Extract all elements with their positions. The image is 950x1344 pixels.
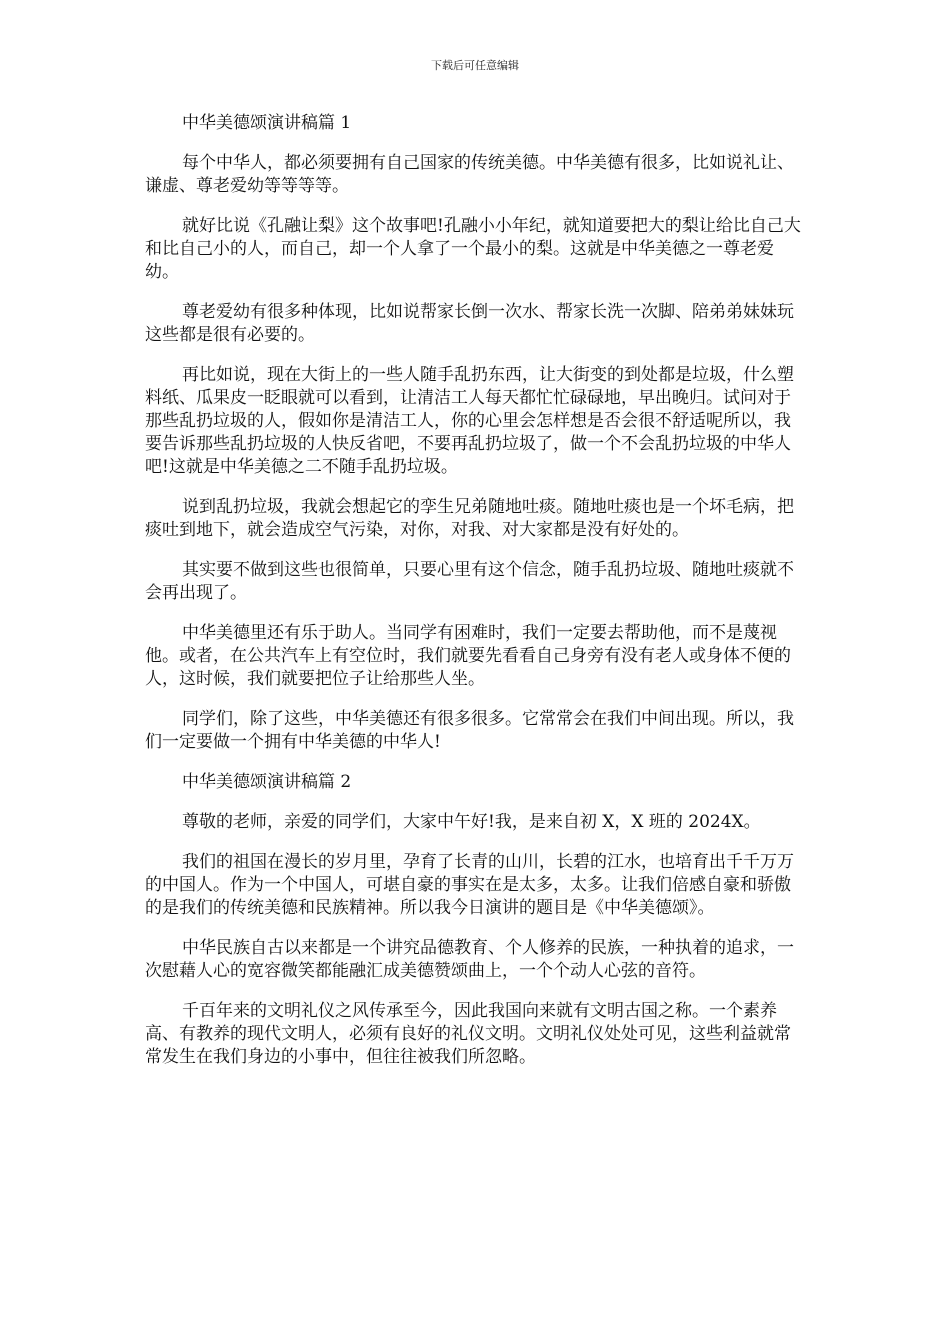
paragraph: 千百年来的文明礼仪之风传承至今，因此我国向来就有文明古国之称。一个素养高、有教养的现代文明人，必须有良好的礼仪文明。文明礼仪处处可见，这些利益就常常发生在我们身边的小事中，但往往被我们所忽略。	[145, 1001, 791, 1067]
document-body	[145, 112, 805, 1086]
paragraph: 同学们，除了这些，中华美德还有很多很多。它常常会在我们中间出现。所以，我们一定要做一个拥有中华美德的中华人!	[145, 709, 794, 752]
paragraph: 每个中华人，都必须要拥有自己国家的传统美德。中华美德有很多，比如说礼让、谦虚、尊老爱幼等等等等。	[145, 153, 794, 196]
section-heading-2: 中华美德颂演讲稿篇 2	[182, 772, 352, 792]
paragraph: 再比如说，现在大街上的一些人随手乱扔东西，让大街变的到处都是垃圾，什么塑料纸、瓜果皮一眨眼就可以看到，让清洁工人每天都忙忙碌碌地，早出晚归。试问对于那些乱扔垃圾的人，假如你是清洁工人，你的心里会怎样想是否会很不舒适呢所以，我要告诉那些乱扔垃圾的人快反省吧，不要再乱扔垃圾了，做一个不会乱扔垃圾的中华人吧!这就是中华美德之二不随手乱扔垃圾。	[145, 365, 794, 477]
paragraph: 尊老爱幼有很多种体现，比如说帮家长倒一次水、帮家长洗一次脚、陪弟弟妹妹玩这些都是很有必要的。	[145, 302, 794, 345]
paragraph: 其实要不做到这些也很简单，只要心里有这个信念，随手乱扔垃圾、随地吐痰就不会再出现了。	[145, 560, 794, 603]
paragraph: 就好比说《孔融让梨》这个故事吧!孔融小小年纪，就知道要把大的梨让给比自己大和比自己小的人，而自己，却一个人拿了一个最小的梨。这就是中华美德之一尊老爱幼。	[145, 216, 801, 282]
paragraph: 说到乱扔垃圾，我就会想起它的孪生兄弟随地吐痰。随地吐痰也是一个坏毛病，把痰吐到地下，就会造成空气污染，对你，对我、对大家都是没有好处的。	[145, 497, 794, 540]
header-note: 下载后可任意编辑	[431, 59, 519, 72]
paragraph: 我们的祖国在漫长的岁月里，孕育了长青的山川，长碧的江水，也培育出千千万万的中国人。作为一个中国人，可堪自豪的事实在是太多，太多。让我们倍感自豪和骄傲的是我们的传统美德和民族精神。所以我今日演讲的题目是《中华美德颂》。	[145, 852, 794, 918]
paragraph: 尊敬的老师，亲爱的同学们，大家中午好!我，是来自初 X，X 班的 2024X。	[182, 812, 761, 832]
paragraph: 中华美德里还有乐于助人。当同学有困难时，我们一定要去帮助他，而不是蔑视他。或者，在公共汽车上有空位时，我们就要先看看自己身旁有没有老人或身体不便的人，这时候，我们就要把位子让给那些人坐。	[145, 623, 791, 689]
paragraph: 中华民族自古以来都是一个讲究品德教育、个人修养的民族，一种执着的追求，一次慰藉人心的宽容微笑都能融汇成美德赞颂曲上，一个个动人心弦的音符。	[145, 938, 794, 981]
section-heading-1: 中华美德颂演讲稿篇 1	[182, 113, 352, 133]
